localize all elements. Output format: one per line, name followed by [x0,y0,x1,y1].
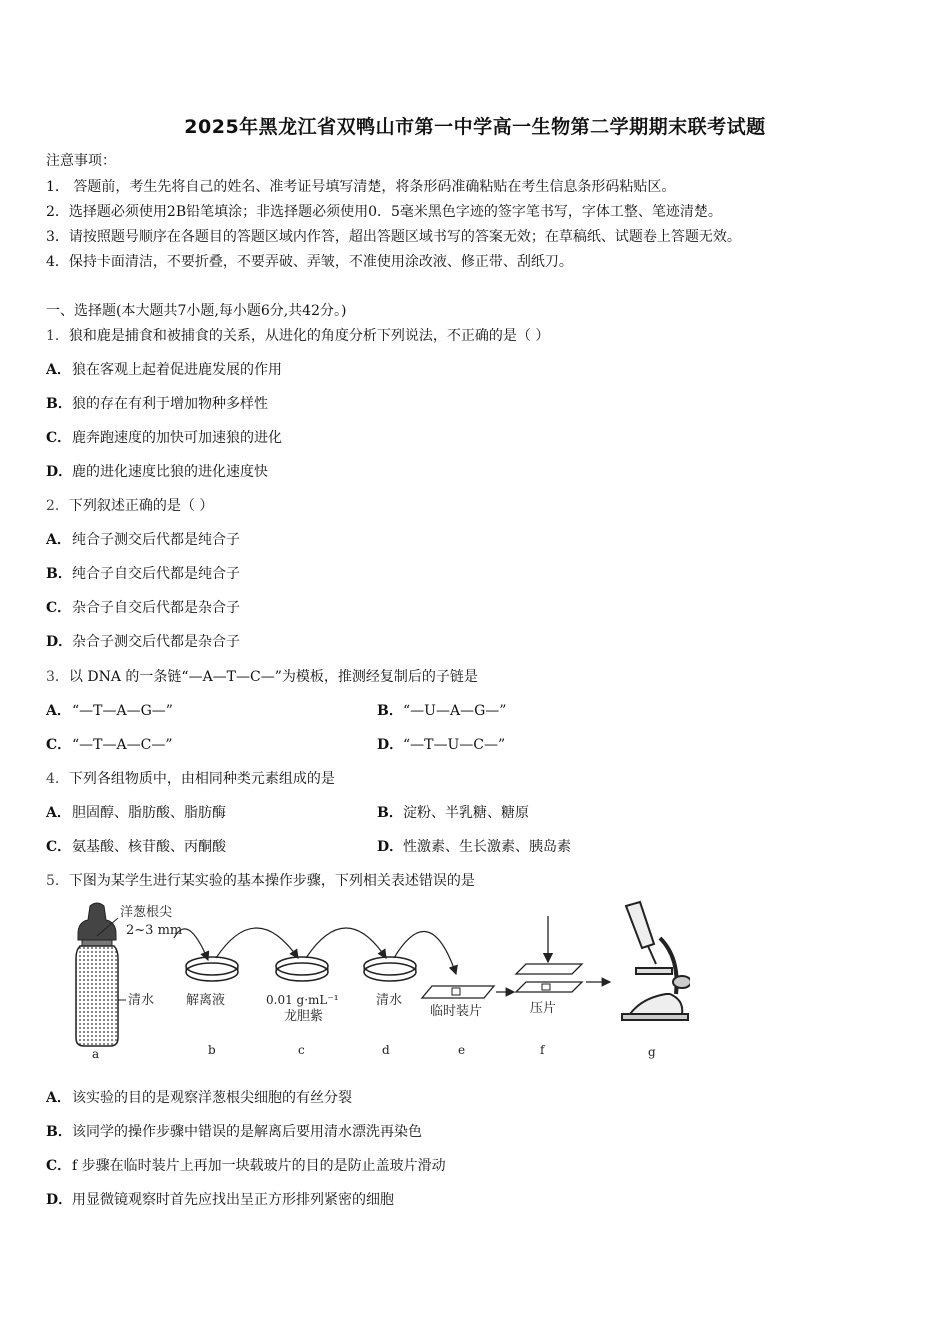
section-heading: 一、选择题(本大题共7小题,每小题6分,共42分。) [46,303,347,319]
option-text: 用显微镜观察时首先应找出呈正方形排列紧密的细胞 [72,1192,394,1208]
option-label: D． [377,839,404,855]
option-label: B． [46,396,72,412]
option-label: B． [46,566,72,582]
question-2 [46,496,213,516]
q3-option-b [377,701,506,721]
q5-option-c [46,1156,446,1176]
label-stain: 龙胆紫 [284,1009,324,1024]
option-label: D． [46,464,73,480]
question-number: 3． [46,669,69,685]
option-text: 性激素、生长激素、胰岛素 [403,839,571,855]
label-press: 压片 [530,1001,557,1016]
option-text: 鹿奔跑速度的加快可加速狼的进化 [72,430,282,446]
step-label: a [92,1047,100,1061]
label-length: 2~3 mm [126,923,183,938]
option-label: D． [377,737,404,753]
arrow-c-d [306,928,386,958]
step-label: g [648,1045,656,1059]
option-label: B． [377,703,403,719]
question-number: 2． [46,498,69,514]
label-slide: 临时装片 [430,1004,483,1019]
step-label: b [208,1043,216,1057]
label-rinse: 清水 [376,993,403,1008]
option-label: C． [46,737,72,753]
petri-dish-d [364,957,416,981]
option-label: D． [46,1192,73,1208]
page-title: 2025年黑龙江省双鸭山市第一中学高一生物第二学期期末联考试题 [184,116,766,138]
option-label: C． [46,839,72,855]
microscope-icon [622,902,690,1020]
option-label: A． [46,532,71,548]
question-stem: 下图为某学生进行某实验的基本操作步骤，下列相关表述错误的是 [68,873,475,889]
notice-item-3: 3．请按照题号顺序在各题目的答题区域内作答，超出答题区域书写的答案无效；在草稿纸、试题卷上答题无效。 [46,229,741,245]
q5-option-a [46,1088,352,1108]
q1-option-a [46,360,282,380]
petri-dish-b [186,957,238,981]
option-text: 杂合子自交后代都是杂合子 [72,600,240,616]
label-root-tip: 洋葱根尖 [120,905,173,920]
question-number: 1． [46,328,69,344]
option-label: B． [377,805,403,821]
q4-option-c [46,837,226,857]
question-3 [46,667,478,687]
option-label: A． [46,805,71,821]
step-label: d [382,1043,390,1057]
question-stem: 下列各组物质中，由相同种类元素组成的是 [68,771,335,787]
q2-option-b [46,564,240,584]
question-1 [46,326,549,346]
option-label: A． [46,1090,71,1106]
notice-heading: 注意事项： [46,153,116,169]
option-text: “—U—A—G—” [403,703,507,719]
question-number: 4． [46,771,69,787]
q2-option-d [46,632,240,652]
step-label: e [458,1043,466,1057]
option-text: f 步骤在临时装片上再加一块载玻片的目的是防止盖玻片滑动 [72,1158,446,1174]
option-label: A． [46,703,71,719]
temporary-slide [422,986,494,998]
option-label: A． [46,362,71,378]
option-text: 淀粉、半乳糖、糖原 [403,805,529,821]
label-water: 清水 [128,993,155,1008]
option-text: 该同学的操作步骤中错误的是解离后要用清水漂洗再染色 [72,1124,422,1140]
label-dissociation: 解离液 [186,993,226,1008]
label-stain-concentration: 0.01 g·mL⁻¹ [266,993,339,1007]
notice-item-2: 2．选择题必须使用2B铅笔填涂；非选择题必须使用0．5毫米黑色字迹的签字笔书写，字体工整、笔迹清楚。 [46,204,722,220]
q2-option-a [46,530,240,550]
q4-option-d [377,837,571,857]
option-text: 该实验的目的是观察洋葱根尖细胞的有丝分裂 [72,1090,352,1106]
option-text: 胆固醇、脂肪酸、脂肪酶 [72,805,226,821]
option-text: “—T—U—C—” [403,737,506,753]
q4-option-a [46,803,226,823]
notice-item-4: 4．保持卡面清洁，不要折叠，不要弄破、弄皱，不准使用涂改液、修正带、刮纸刀。 [46,254,573,270]
q1-option-d [46,462,268,482]
question-number: 5． [46,873,69,889]
option-label: C． [46,600,72,616]
step-label: f [540,1043,545,1057]
q1-option-b [46,394,268,414]
q3-option-a [46,701,173,721]
notice-item-1: 1． 答题前，考生先将自己的姓名、准考证号填写清楚，将条形码准确粘贴在考生信息条形码粘贴区。 [46,179,676,195]
option-label: B． [46,1124,72,1140]
option-text: 狼在客观上起着促进鹿发展的作用 [72,362,282,378]
option-label: C． [46,1158,72,1174]
option-text: 氨基酸、核苷酸、丙酮酸 [72,839,226,855]
option-text: 杂合子测交后代都是杂合子 [72,634,240,650]
option-text: “—T—A—G—” [72,703,173,719]
experiment-diagram [70,898,690,1066]
question-stem: 下列叙述正确的是（ ） [68,498,214,514]
option-text: 鹿的进化速度比狼的进化速度快 [72,464,268,480]
option-text: 纯合子测交后代都是纯合子 [72,532,240,548]
option-text: 纯合子自交后代都是纯合子 [72,566,240,582]
bottle-with-onion [76,903,118,1046]
question-5 [46,871,475,891]
petri-dish-c [276,957,328,981]
arrow-b-c [216,928,298,958]
option-label: C． [46,430,72,446]
q3-option-c [46,735,172,755]
option-text: “—T—A—C—” [72,737,173,753]
option-text: 狼的存在有利于增加物种多样性 [72,396,268,412]
option-label: D． [46,634,73,650]
press-slides [516,916,582,992]
question-stem: 狼和鹿是捕食和被捕食的关系，从进化的角度分析下列说法，不正确的是（ ） [68,328,550,344]
question-stem: 以 DNA 的一条链“—A—T—C—”为模板，推测经复制后的子链是 [68,669,478,685]
question-4 [46,769,335,789]
q1-option-c [46,428,282,448]
q2-option-c [46,598,240,618]
q3-option-d [377,735,505,755]
q5-option-d [46,1190,394,1210]
q4-option-b [377,803,529,823]
q5-option-b [46,1122,422,1142]
step-label: c [298,1043,305,1057]
